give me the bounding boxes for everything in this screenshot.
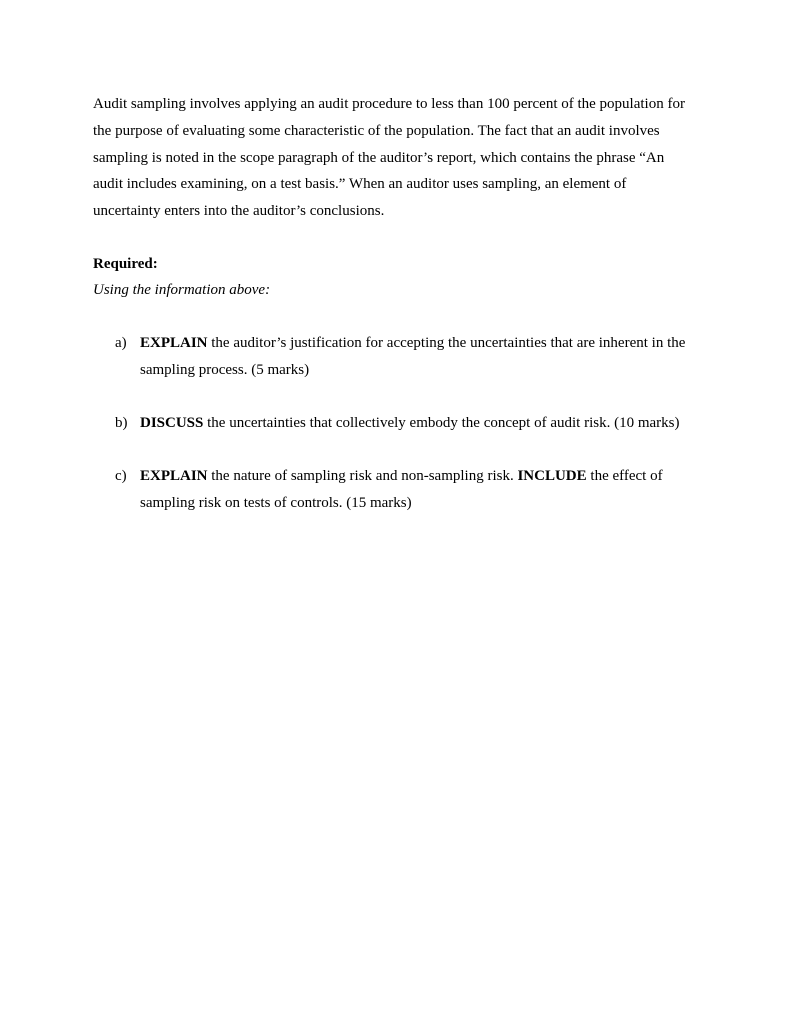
question-b-text: the uncertainties that collectively embody the concept of audit risk. (10 marks) [203, 415, 680, 431]
question-a-body [140, 330, 715, 384]
question-c-verb: EXPLAIN [140, 468, 208, 484]
question-c-marker: c) [115, 468, 127, 484]
question-a [115, 330, 715, 384]
required-heading: Required: [93, 256, 158, 272]
question-a-verb: EXPLAIN [140, 335, 208, 351]
question-a-text: the auditor’s justification for accepting the uncertainties that are inherent in the sampling process. (5 marks) [140, 335, 686, 378]
question-c-body [140, 463, 715, 517]
question-b-marker: b) [115, 415, 128, 431]
question-b [115, 410, 715, 437]
question-c-text-2: the effect of sampling risk on tests of controls. (15 marks) [140, 468, 663, 511]
required-subheading: Using the information above: [93, 282, 271, 298]
question-c-text: the nature of sampling risk and non-sampling risk. [207, 468, 518, 484]
question-c [115, 463, 715, 517]
question-c-verb-2: INCLUDE [517, 468, 587, 484]
question-a-marker: a) [115, 335, 127, 351]
question-b-body [140, 410, 715, 437]
intro-paragraph: Audit sampling involves applying an audit procedure to less than 100 percent of the population for the purpose of evaluating some characteristic of the population. The fact that an audit involves sampling is noted in the scope paragraph of the auditor’s report, which contains the phrase “An audit includes examining, on a test basis.” When an auditor uses sampling, an element of uncertainty enters into the auditor’s conclusions. [93, 96, 685, 220]
question-b-verb: DISCUSS [140, 415, 204, 431]
